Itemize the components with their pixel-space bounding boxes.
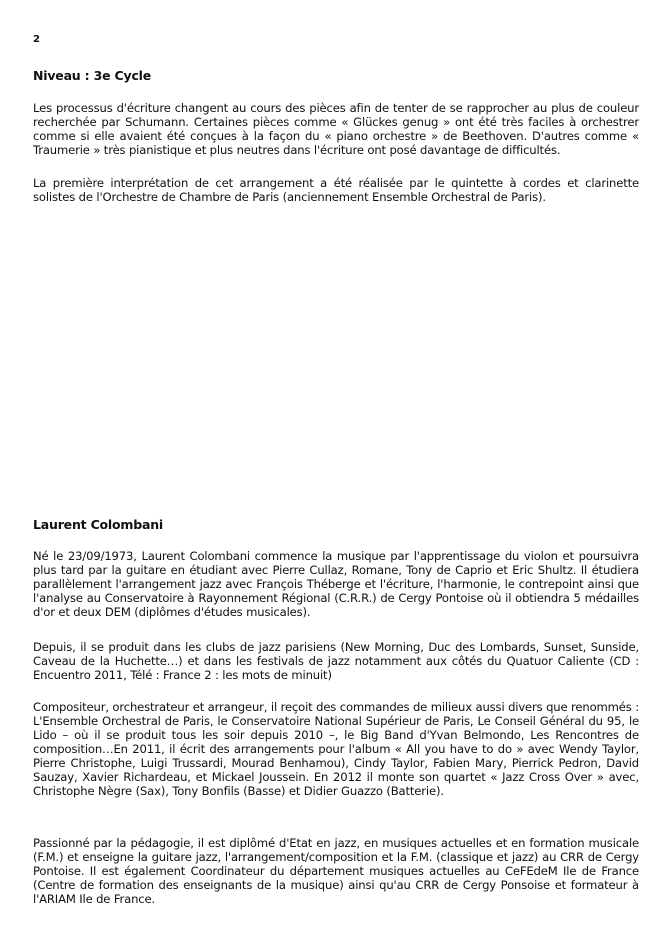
level-heading: Niveau : 3e Cycle	[33, 68, 152, 83]
biography-paragraph-performances: Depuis, il se produit dans les clubs de jazz parisiens (New Morning, Duc des Lombards, Sunset, Sunside, Caveau de la Huchette…) et dans les festivals de jazz notamment aux côtés du Quatuor Caliente (CD : Encuentro 2011, Télé : France 2 : les mots de minuit)	[33, 640, 639, 682]
biography-heading: Laurent Colombani	[33, 517, 163, 532]
biography-paragraph-early: Né le 23/09/1973, Laurent Colombani commence la musique par l'apprentissage du violon et poursuivra plus tard par la guitare en étudiant avec Pierre Cullaz, Romane, Tony de Caprio et Eric Shultz. Il étudiera parallèlement l'arrangement jazz avec François Théberge et l'écriture, l'harmonie, le contrepoint ainsi que l'analyse au Conservatoire à Rayonnement Régional (C.R.R.) de Cergy Pontoise où il obtiendra 5 médailles d'or et deux DEM (diplômes d'études musicales).	[33, 549, 639, 619]
page-number: 2	[33, 34, 40, 45]
biography-paragraph-teaching: Passionné par la pédagogie, il est diplômé d'Etat en jazz, en musiques actuelles et en formation musicale (F.M.) et enseigne la guitare jazz, l'arrangement/composition et la F.M. (classique et jazz) au CRR de Cergy Pontoise. Il est également Coordinateur du département musiques actuelles au CeFEdeM Ile de France (Centre de formation des enseignants de la musique) ainsi qu'au CRR de Cergy Ponsoise et formateur à l'ARIAM Ile de France.	[33, 836, 639, 906]
writing-process-paragraph: Les processus d'écriture changent au cours des pièces afin de tenter de se rapprocher au plus de couleur recherchée par Schumann. Certaines pièces comme « Glückes genug » ont été très faciles à orchestrer comme si elle avaient été conçues à la façon du « piano orchestre » de Beethoven. D'autres comme « Traumerie » très pianistique et plus neutres dans l'écriture ont posé davantage de difficultés.	[33, 101, 639, 157]
first-performance-paragraph: La première interprétation de cet arrangement a été réalisée par le quintette à cordes et clarinette solistes de l'Orchestre de Chambre de Paris (anciennement Ensemble Orchestral de Paris).	[33, 176, 639, 204]
biography-paragraph-compositions: Compositeur, orchestrateur et arrangeur, il reçoit des commandes de milieux aussi divers que renommés : L'Ensemble Orchestral de Paris, le Conservatoire National Supérieur de Paris, Le Conseil Général du 95, le Lido – où il se produit tous les soir depuis 2010 –, le Big Band d'Yvan Belmondo, Les Rencontres de composition…En 2011, il écrit des arrangements pour l'album « All you have to do » avec Wendy Taylor, Pierre Christophe, Luigi Trussardi, Mourad Benhamou), Cindy Taylor, Fabien Mary, Pierrick Pedron, David Sauzay, Xavier Richardeau, et Mickael Joussein. En 2012 il monte son quartet « Jazz Cross Over » avec, Christophe Nègre (Sax), Tony Bonfils (Basse) et Didier Guazzo (Batterie).	[33, 700, 639, 798]
